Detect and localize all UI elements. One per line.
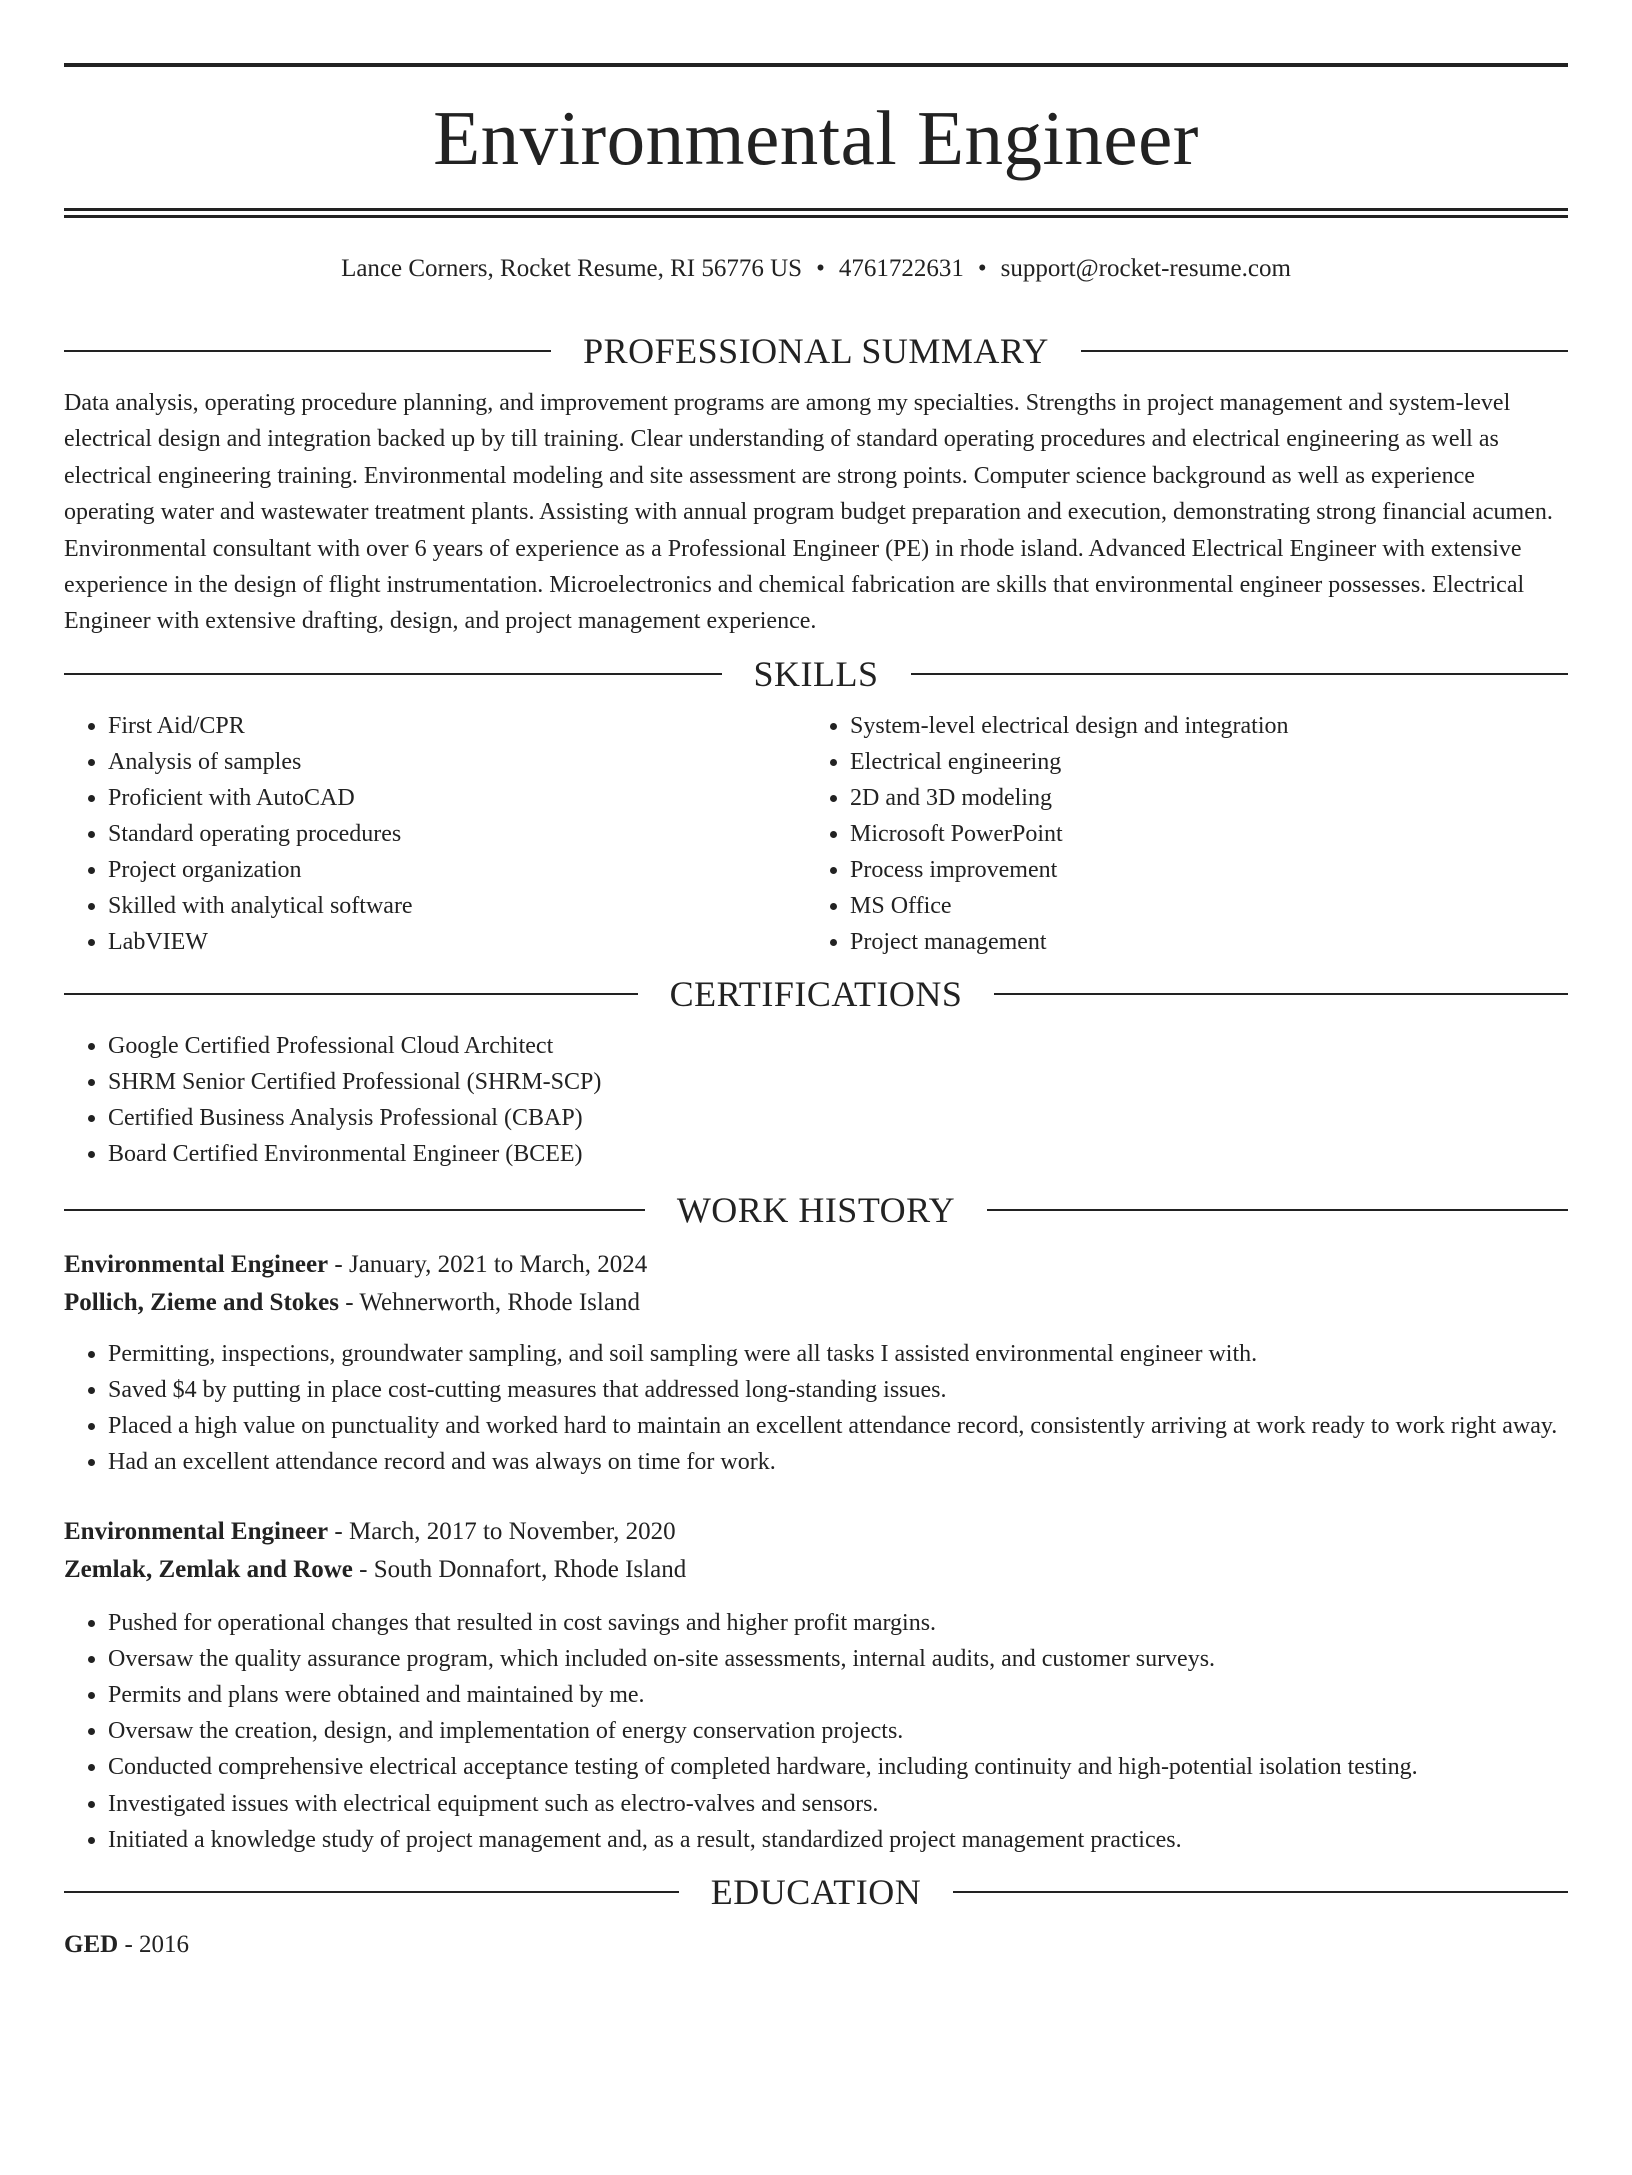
heading-rule-right xyxy=(953,1891,1568,1893)
job-bullets xyxy=(64,1605,1568,1858)
job-bullet: • Pushed for operational changes that resulted in cost savings and higher profit margins. xyxy=(108,1605,1568,1641)
heading-rule-left xyxy=(64,1209,645,1211)
contact-separator: • xyxy=(816,255,825,282)
skill-item: • System-level electrical design and integration xyxy=(850,708,1548,744)
job-bullet: • Initiated a knowledge study of project management and, as a result, standardized project management practices. xyxy=(108,1822,1568,1858)
job-title: Environmental Engineer xyxy=(64,1250,329,1278)
education-year: - 2016 xyxy=(118,1931,190,1959)
heading-rule-left xyxy=(64,993,638,995)
skills-heading xyxy=(64,654,1568,694)
certifications-heading-label: CERTIFICATIONS xyxy=(669,973,963,1014)
skills-heading-label: SKILLS xyxy=(753,653,879,694)
education-degree: GED xyxy=(64,1931,119,1959)
skill-item: • First Aid/CPR xyxy=(108,708,806,744)
title-double-rule xyxy=(64,208,1568,218)
job-title-line xyxy=(64,1246,1568,1284)
skill-item: • 2D and 3D modeling xyxy=(850,780,1548,816)
resume-page xyxy=(0,63,1632,2175)
contact-phone: 4761722631 xyxy=(838,255,964,282)
summary-text: Data analysis, operating procedure planning, and improvement programs are among my specialties. Strengths in project management and system-level electrical design and integration backed up by till training. Clear understanding of standard operating procedures and electrical engineering as well as electrical engineering training. Environmental modeling and site assessment are strong points. Computer science background as well as experience operating water and wastewater treatment plants. Assisting with annual program budget preparation and execution, demonstrating strong financial acumen. Environmental consultant with over 6 years of experience as a Professional Engineer (PE) in rhode island. Advanced Electrical Engineer with extensive experience in the design of flight instrumentation. Microelectronics and chemical fabrication are skills that environmental engineer possesses. Electrical Engineer with extensive drafting, design, and project management experience. xyxy=(64,390,1553,635)
job-bullet: • Had an excellent attendance record and was always on time for work. xyxy=(108,1444,1568,1480)
job-bullet: • Conducted comprehensive electrical acceptance testing of completed hardware, including continuity and high-potential isolation testing. xyxy=(108,1749,1568,1785)
job-entry xyxy=(64,1513,1568,1858)
job-company-line xyxy=(64,1551,1568,1589)
work-heading xyxy=(64,1190,1568,1230)
job-bullets xyxy=(64,1336,1568,1481)
skill-item: • Project organization xyxy=(108,852,806,888)
education-heading-label: EDUCATION xyxy=(710,1872,922,1913)
certification-item: • Board Certified Environmental Engineer (BCEE) xyxy=(108,1136,1568,1172)
job-title-line xyxy=(64,1513,1568,1551)
job-bullet: • Oversaw the quality assurance program, which included on-site assessments, internal audits, and customer surveys. xyxy=(108,1641,1568,1677)
job-title: Environmental Engineer xyxy=(64,1517,329,1545)
certifications-heading xyxy=(64,974,1568,1014)
contact-address: Lance Corners, Rocket Resume, RI 56776 US xyxy=(341,255,803,282)
education-heading xyxy=(64,1872,1568,1912)
skill-item: • MS Office xyxy=(850,888,1548,924)
job-dates: - March, 2017 to November, 2020 xyxy=(328,1517,676,1545)
contact-line xyxy=(64,256,1568,284)
heading-rule-left xyxy=(64,1891,679,1893)
resume-title: Environmental Engineer xyxy=(433,95,1199,181)
job-bullet: • Permits and plans were obtained and maintained by me. xyxy=(108,1677,1568,1713)
skill-item: • Proficient with AutoCAD xyxy=(108,780,806,816)
heading-rule-left xyxy=(64,673,722,675)
skill-item: • Process improvement xyxy=(850,852,1548,888)
skill-item: • Skilled with analytical software xyxy=(108,888,806,924)
heading-rule-right xyxy=(911,673,1569,675)
contact-email: support@rocket-resume.com xyxy=(1000,255,1291,282)
skill-item: • Analysis of samples xyxy=(108,744,806,780)
contact-separator: • xyxy=(977,255,987,282)
job-location: - Wehnerworth, Rhode Island xyxy=(339,1288,640,1316)
certification-item: • SHRM Senior Certified Professional (SHRM-SCP) xyxy=(108,1064,1568,1100)
certification-item: • Certified Business Analysis Professional (CBAP) xyxy=(108,1100,1568,1136)
job-location: - South Donnafort, Rhode Island xyxy=(352,1555,687,1583)
job-entry xyxy=(64,1246,1568,1481)
skills-list xyxy=(64,708,1568,960)
job-dates: - January, 2021 to March, 2024 xyxy=(328,1250,648,1278)
job-bullet: • Saved $4 by putting in place cost-cutting measures that addressed long-standing issues. xyxy=(108,1372,1568,1408)
summary-heading-label: PROFESSIONAL SUMMARY xyxy=(583,331,1049,371)
job-company: Pollich, Zieme and Stokes xyxy=(64,1288,340,1316)
heading-rule-right xyxy=(987,1209,1568,1211)
summary-heading xyxy=(64,331,1568,371)
job-company-line xyxy=(64,1284,1568,1322)
job-bullet: • Investigated issues with electrical equipment such as electro-valves and sensors. xyxy=(108,1786,1568,1822)
job-bullet: • Oversaw the creation, design, and implementation of energy conservation projects. xyxy=(108,1713,1568,1749)
certifications-list xyxy=(64,1028,1568,1172)
skill-item: • Standard operating procedures xyxy=(108,816,806,852)
skill-item: • Microsoft PowerPoint xyxy=(850,816,1548,852)
work-heading-label: WORK HISTORY xyxy=(676,1189,956,1230)
skill-item: • Project management xyxy=(850,924,1548,960)
skills-column-right xyxy=(806,708,1548,960)
certification-item: • Google Certified Professional Cloud Architect xyxy=(108,1028,1568,1064)
heading-rule-right xyxy=(994,993,1568,995)
job-bullet: • Permitting, inspections, groundwater sampling, and soil sampling were all tasks I assisted environmental engineer with. xyxy=(108,1336,1568,1372)
skill-item: • LabVIEW xyxy=(108,924,806,960)
job-bullet: • Placed a high value on punctuality and worked hard to maintain an excellent attendance record, consistently arriving at work ready to work right away. xyxy=(108,1408,1568,1444)
heading-rule-left xyxy=(64,350,551,352)
skills-column-left xyxy=(64,708,806,960)
heading-rule-right xyxy=(1081,350,1568,352)
skill-item: • Electrical engineering xyxy=(850,744,1548,780)
job-company: Zemlak, Zemlak and Rowe xyxy=(64,1555,353,1583)
education-entry xyxy=(64,1926,1568,1964)
